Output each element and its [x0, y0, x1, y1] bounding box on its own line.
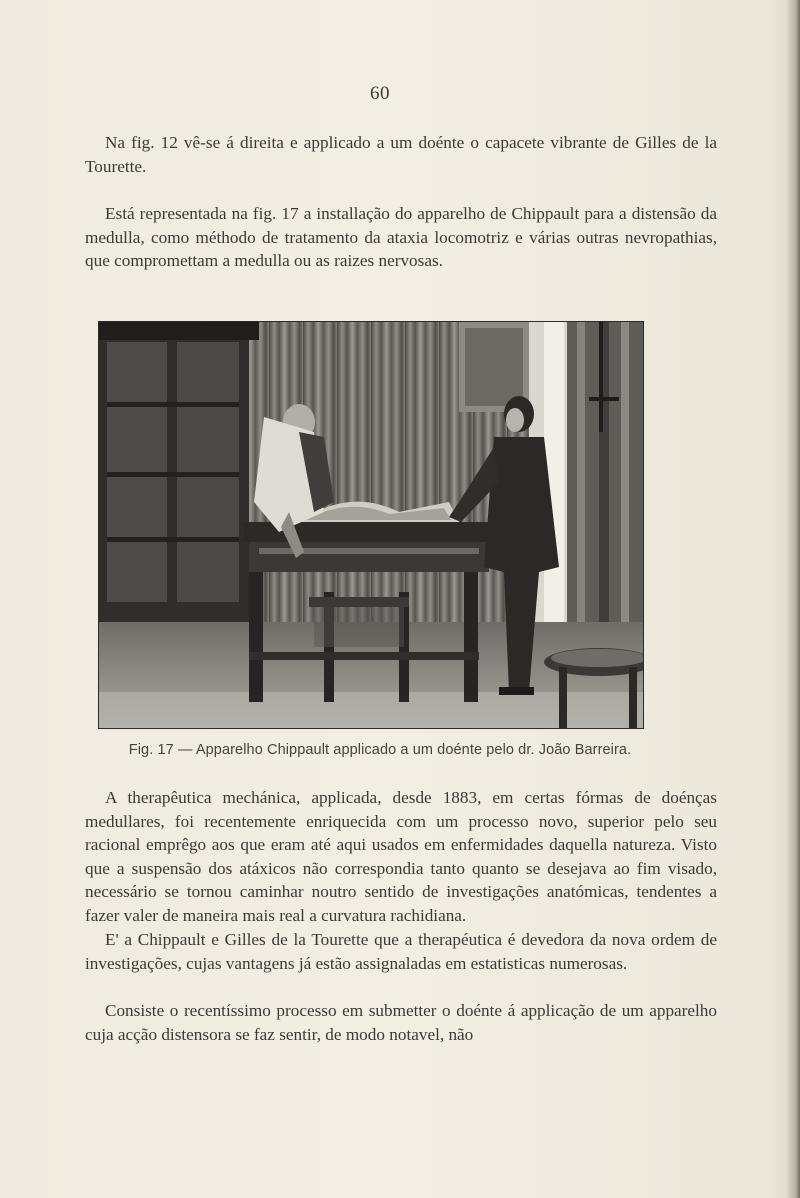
paragraph-5: Consiste o recentíssimo processo em submetter o doénte á applicação de um apparelho cuja acção distensora se faz sentir, de modo notavel, não	[85, 1001, 717, 1044]
paragraph-4: E' a Chippault e Gilles de la Tourette que a therapéutica é devedora da nova ordem de investigações, cujas vantagens já estão assignaladas em estatisticas numerosas.	[85, 930, 717, 973]
paragraph-2: Está representada na fig. 17 a installação do apparelho de Chippault para a distensão da medulla, como méthodo de tratamento da ataxia locomotriz e várias outras nevropathias, que compromettam a medulla ou as raizes nervosas.	[85, 204, 717, 270]
paragraph-3: A therapêutica mechánica, applicada, desde 1883, em certas fórmas de doénças medullares, foi recentemente enriquecida com um processo novo, superior pelo seu racional emprêgo aos que eram até aqui usados em enfermidades daquella natureza. Visto que a suspensão dos atáxicos não correspondia tanto quanto se desejava ao fim visado, necessário se tornou caminhar noutro sentido de investigações anatómicas, tendentes a fazer valer de maneira mais real a curvatura rachidiana.	[85, 788, 717, 925]
page-edge-shadow	[786, 0, 800, 1198]
page-number: 60	[370, 83, 390, 104]
paragraph-1: Na fig. 12 vê-se á direita e applicado a um doénte o capacete vibrante de Gilles de la Tourette.	[85, 133, 717, 176]
figure-photograph	[98, 321, 644, 729]
figure-caption: Fig. 17 — Apparelho Chippault applicado a um doénte pelo dr. João Barreira.	[128, 742, 632, 758]
apparatus-photo-illustration	[99, 322, 643, 728]
